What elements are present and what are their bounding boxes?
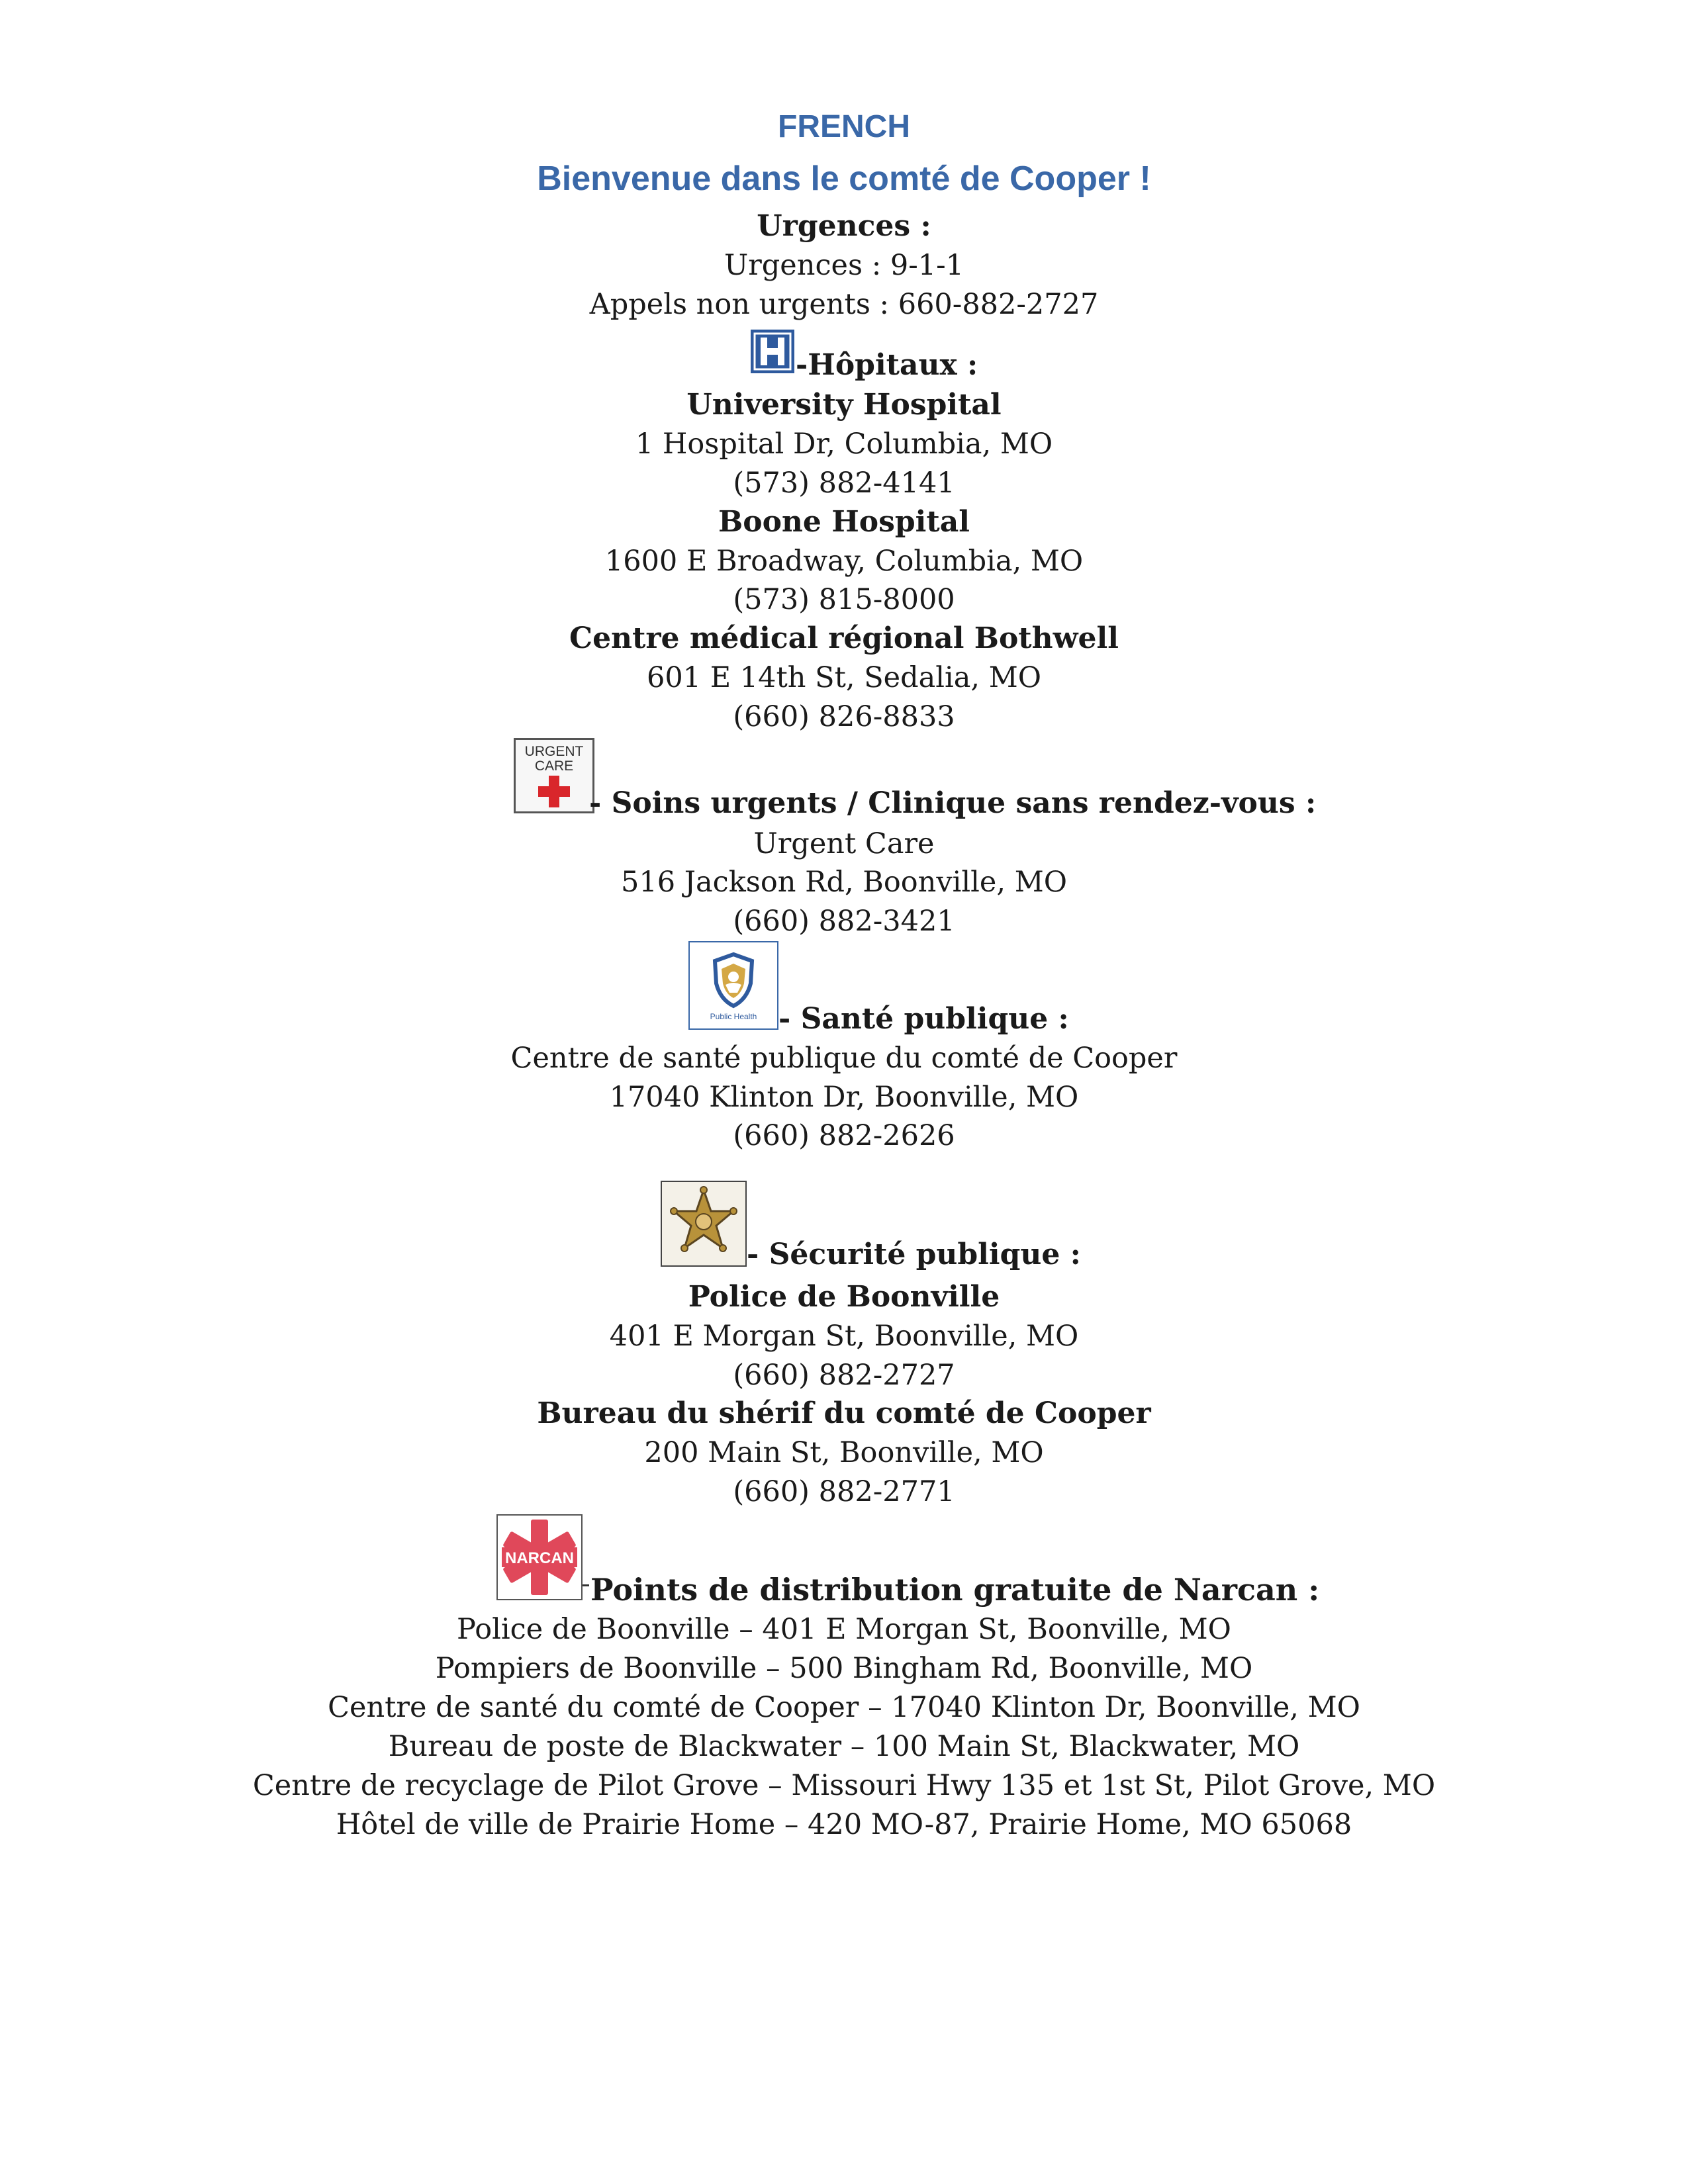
hospital-1-name: University Hospital bbox=[686, 388, 1002, 422]
urgent-care-title: - Soins urgents / Clinique sans rendez-vous : bbox=[589, 786, 1317, 820]
sheriff-address: 200 Main St, Boonville, MO bbox=[644, 1436, 1044, 1469]
hospital-2-phone: (573) 815-8000 bbox=[733, 583, 955, 616]
police-phone: (660) 882-2727 bbox=[733, 1359, 955, 1392]
narcan-location: Centre de santé du comté de Cooper – 17040 Klinton Dr, Boonville, MO bbox=[328, 1691, 1360, 1724]
urgent-care-icon-text-top: URGENT bbox=[524, 744, 584, 759]
sheriff-star-icon bbox=[661, 1181, 747, 1267]
urgent-care-icon-text-bottom: CARE bbox=[534, 758, 574, 774]
hospital-3-address: 601 E 14th St, Sedalia, MO bbox=[646, 661, 1042, 694]
public-health-title: - Santé publique : bbox=[778, 1002, 1069, 1036]
narcan-location: Hôtel de ville de Prairie Home – 420 MO-87, Prairie Home, MO 65068 bbox=[336, 1808, 1352, 1841]
police-address: 401 E Morgan St, Boonville, MO bbox=[609, 1320, 1079, 1353]
narcan-icon-text: NARCAN bbox=[505, 1549, 574, 1567]
public-health-icon-text: Public Health bbox=[710, 1012, 757, 1021]
police-name: Police de Boonville bbox=[688, 1280, 1000, 1314]
narcan-icon bbox=[496, 1514, 583, 1600]
sheriff-name: Bureau du shérif du comté de Cooper bbox=[537, 1396, 1151, 1430]
public-safety-title: - Sécurité publique : bbox=[747, 1238, 1081, 1271]
public-health-phone: (660) 882-2626 bbox=[733, 1119, 955, 1152]
public-health-address: 17040 Klinton Dr, Boonville, MO bbox=[609, 1081, 1079, 1114]
welcome-title: Bienvenue dans le comté de Cooper ! bbox=[537, 159, 1151, 198]
hospital-icon bbox=[751, 330, 794, 373]
non-emergency-number: Appels non urgents : 660-882-2727 bbox=[589, 288, 1099, 321]
emergency-title: Urgences : bbox=[757, 209, 931, 243]
public-health-icon bbox=[688, 941, 778, 1030]
narcan-title: Points de distribution gratuite de Narcan : bbox=[590, 1572, 1320, 1608]
hospital-1-phone: (573) 882-4141 bbox=[733, 467, 955, 500]
hospital-3-phone: (660) 826-8833 bbox=[733, 700, 955, 733]
hospital-2-name: Boone Hospital bbox=[718, 505, 970, 539]
hospital-1-address: 1 Hospital Dr, Columbia, MO bbox=[635, 428, 1053, 461]
hospitals-title: -Hôpitaux : bbox=[796, 348, 978, 382]
urgent-care-address: 516 Jackson Rd, Boonville, MO bbox=[621, 866, 1067, 899]
narcan-location: Bureau de poste de Blackwater – 100 Main St, Blackwater, MO bbox=[388, 1730, 1300, 1763]
narcan-location: Police de Boonville – 401 E Morgan St, Boonville, MO bbox=[457, 1613, 1231, 1646]
urgent-care-icon bbox=[514, 738, 594, 813]
public-health-name: Centre de santé publique du comté de Cooper bbox=[510, 1042, 1178, 1075]
narcan-location: Centre de recyclage de Pilot Grove – Missouri Hwy 135 et 1st St, Pilot Grove, MO bbox=[252, 1769, 1436, 1802]
sheriff-phone: (660) 882-2771 bbox=[733, 1475, 955, 1508]
narcan-location: Pompiers de Boonville – 500 Bingham Rd, Boonville, MO bbox=[435, 1652, 1253, 1685]
narcan-title-dash bbox=[583, 1584, 589, 1586]
language-label: FRENCH bbox=[778, 109, 910, 144]
hospital-3-name: Centre médical régional Bothwell bbox=[569, 621, 1119, 655]
emergency-number: Urgences : 9-1-1 bbox=[724, 249, 964, 282]
hospital-2-address: 1600 E Broadway, Columbia, MO bbox=[604, 545, 1084, 578]
urgent-care-phone: (660) 882-3421 bbox=[733, 905, 955, 938]
urgent-care-name: Urgent Care bbox=[753, 827, 935, 860]
